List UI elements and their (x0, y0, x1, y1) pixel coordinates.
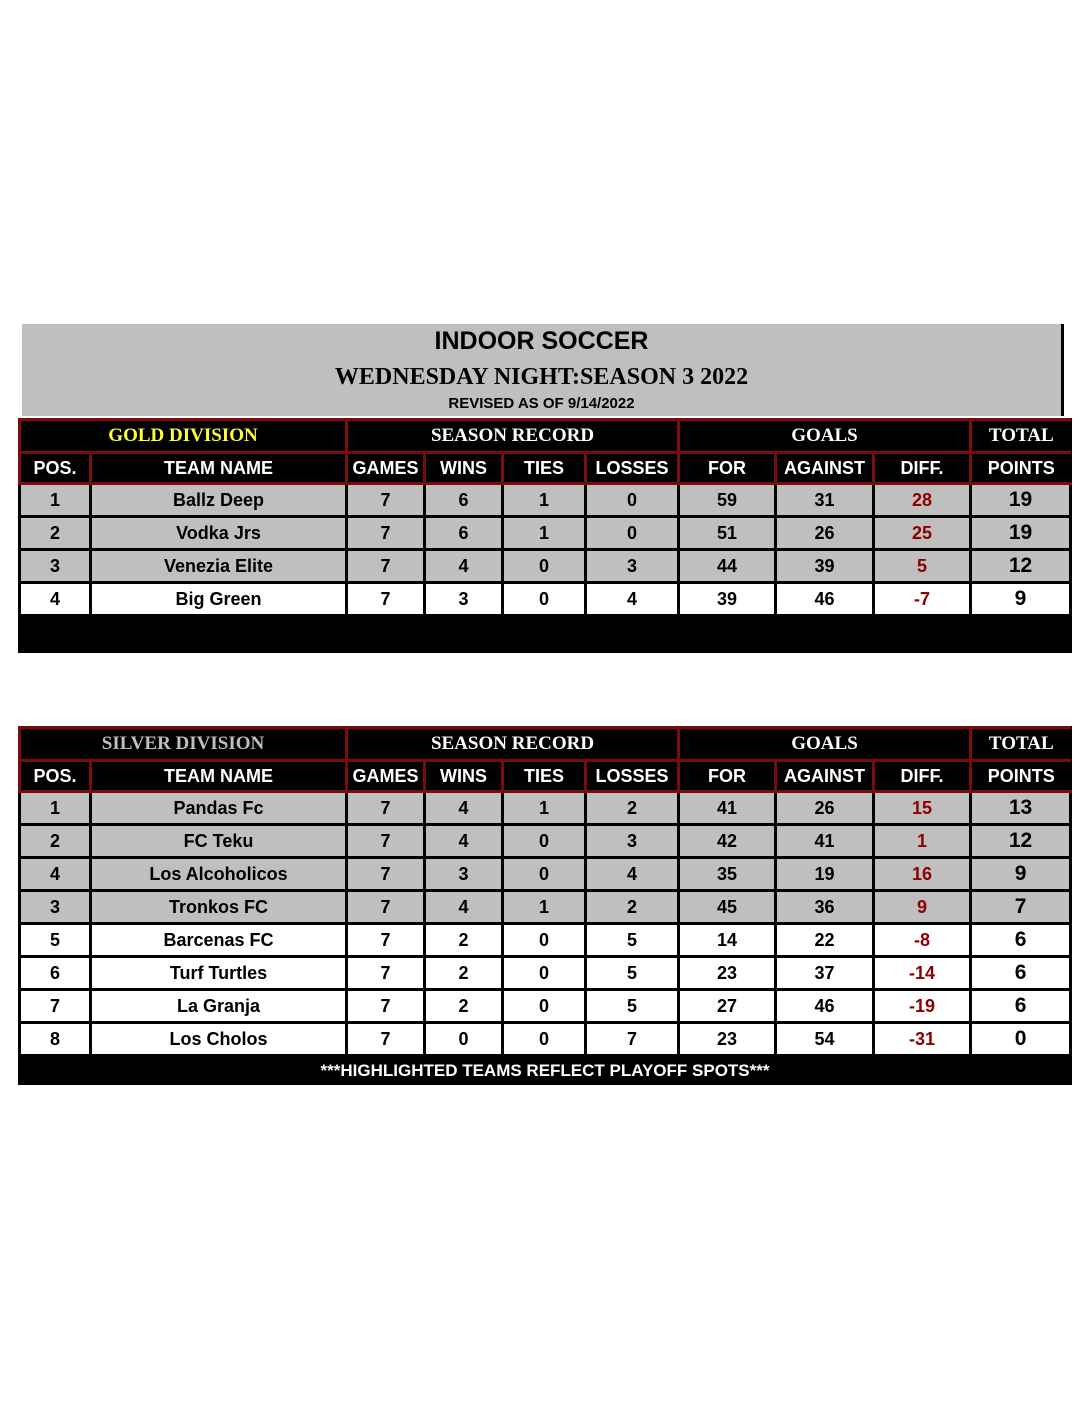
cell-losses: 5 (586, 957, 679, 990)
cell-points: 6 (971, 957, 1071, 990)
cell-wins: 6 (425, 517, 503, 550)
table-row (20, 957, 1071, 990)
col-pos: POS. (20, 453, 91, 484)
playoff-note: ***HIGHLIGHTED TEAMS REFLECT PLAYOFF SPOTS*** (20, 1056, 1071, 1086)
cell-games: 7 (347, 550, 425, 583)
playoff-note-bar (20, 1056, 1071, 1086)
cell-diff: 25 (874, 517, 971, 550)
table-row (20, 484, 1071, 517)
col-ties: TIES (503, 761, 586, 792)
col-for: FOR (679, 761, 776, 792)
cell-against: 37 (776, 957, 874, 990)
cell-points: 6 (971, 924, 1071, 957)
cell-against: 22 (776, 924, 874, 957)
cell-wins: 2 (425, 924, 503, 957)
division-title: SILVER DIVISION (20, 728, 347, 761)
goals-header: GOALS (679, 728, 971, 761)
cell-pos: 1 (20, 792, 91, 825)
cell-ties: 0 (503, 858, 586, 891)
cell-wins: 6 (425, 484, 503, 517)
cell-pos: 5 (20, 924, 91, 957)
cell-points: 6 (971, 990, 1071, 1023)
col-games: GAMES (347, 761, 425, 792)
cell-games: 7 (347, 990, 425, 1023)
total-header: TOTAL (971, 420, 1071, 453)
cell-against: 19 (776, 858, 874, 891)
cell-points: 7 (971, 891, 1071, 924)
gold-column-header (20, 453, 1071, 484)
cell-wins: 2 (425, 990, 503, 1023)
cell-diff: -7 (874, 583, 971, 616)
division-title: GOLD DIVISION (20, 420, 347, 453)
table-row (20, 924, 1071, 957)
cell-pos: 2 (20, 517, 91, 550)
cell-pos: 3 (20, 550, 91, 583)
cell-ties: 1 (503, 484, 586, 517)
cell-pos: 6 (20, 957, 91, 990)
cell-games: 7 (347, 858, 425, 891)
cell-diff: 15 (874, 792, 971, 825)
cell-games: 7 (347, 891, 425, 924)
goals-header: GOALS (679, 420, 971, 453)
cell-losses: 2 (586, 891, 679, 924)
cell-team: Tronkos FC (91, 891, 347, 924)
cell-points: 19 (971, 484, 1071, 517)
cell-diff: -31 (874, 1023, 971, 1056)
cell-diff: 28 (874, 484, 971, 517)
col-pos: POS. (20, 761, 91, 792)
cell-team: Los Alcoholicos (91, 858, 347, 891)
table-row (20, 583, 1071, 616)
col-losses: LOSSES (586, 453, 679, 484)
cell-points: 12 (971, 825, 1071, 858)
table-row (20, 990, 1071, 1023)
cell-diff: 1 (874, 825, 971, 858)
cell-points: 12 (971, 550, 1071, 583)
col-against: AGAINST (776, 761, 874, 792)
cell-pos: 3 (20, 891, 91, 924)
table-row (20, 1023, 1071, 1056)
cell-ties: 1 (503, 891, 586, 924)
cell-against: 46 (776, 990, 874, 1023)
cell-pos: 2 (20, 825, 91, 858)
cell-wins: 4 (425, 792, 503, 825)
cell-wins: 3 (425, 583, 503, 616)
table-row (20, 792, 1071, 825)
cell-team: FC Teku (91, 825, 347, 858)
cell-wins: 3 (425, 858, 503, 891)
silver-standings-table (18, 726, 1072, 1085)
col-team: TEAM NAME (91, 453, 347, 484)
cell-team: Venezia Elite (91, 550, 347, 583)
cell-losses: 3 (586, 825, 679, 858)
cell-team: Barcenas FC (91, 924, 347, 957)
cell-team: Vodka Jrs (91, 517, 347, 550)
cell-for: 35 (679, 858, 776, 891)
table-row (20, 550, 1071, 583)
cell-against: 36 (776, 891, 874, 924)
cell-against: 31 (776, 484, 874, 517)
silver-column-header (20, 761, 1071, 792)
season-record-header: SEASON RECORD (347, 728, 679, 761)
col-wins: WINS (425, 761, 503, 792)
cell-ties: 0 (503, 550, 586, 583)
col-diff: DIFF. (874, 761, 971, 792)
cell-games: 7 (347, 792, 425, 825)
cell-points: 13 (971, 792, 1071, 825)
cell-for: 51 (679, 517, 776, 550)
cell-for: 23 (679, 957, 776, 990)
cell-team: Los Cholos (91, 1023, 347, 1056)
cell-for: 39 (679, 583, 776, 616)
cell-games: 7 (347, 957, 425, 990)
cell-for: 42 (679, 825, 776, 858)
table-row (20, 517, 1071, 550)
cell-team: Ballz Deep (91, 484, 347, 517)
table-row (20, 825, 1071, 858)
cell-losses: 0 (586, 484, 679, 517)
season-record-header: SEASON RECORD (347, 420, 679, 453)
col-for: FOR (679, 453, 776, 484)
cell-against: 39 (776, 550, 874, 583)
cell-ties: 1 (503, 792, 586, 825)
cell-losses: 2 (586, 792, 679, 825)
table-row (20, 858, 1071, 891)
cell-team: La Granja (91, 990, 347, 1023)
col-points: POINTS (971, 761, 1071, 792)
cell-games: 7 (347, 924, 425, 957)
col-wins: WINS (425, 453, 503, 484)
cell-diff: 16 (874, 858, 971, 891)
cell-against: 41 (776, 825, 874, 858)
cell-for: 59 (679, 484, 776, 517)
cell-ties: 0 (503, 825, 586, 858)
cell-points: 19 (971, 517, 1071, 550)
cell-diff: -19 (874, 990, 971, 1023)
cell-losses: 3 (586, 550, 679, 583)
cell-games: 7 (347, 583, 425, 616)
cell-for: 23 (679, 1023, 776, 1056)
cell-diff: 9 (874, 891, 971, 924)
cell-against: 54 (776, 1023, 874, 1056)
cell-ties: 1 (503, 517, 586, 550)
cell-against: 46 (776, 583, 874, 616)
cell-points: 0 (971, 1023, 1071, 1056)
cell-for: 44 (679, 550, 776, 583)
cell-pos: 4 (20, 583, 91, 616)
cell-games: 7 (347, 1023, 425, 1056)
col-diff: DIFF. (874, 453, 971, 484)
cell-ties: 0 (503, 1023, 586, 1056)
cell-wins: 4 (425, 825, 503, 858)
col-losses: LOSSES (586, 761, 679, 792)
cell-wins: 2 (425, 957, 503, 990)
col-points: POINTS (971, 453, 1071, 484)
cell-diff: -14 (874, 957, 971, 990)
cell-team: Pandas Fc (91, 792, 347, 825)
gold-table-bottom-bar (20, 616, 1071, 654)
cell-ties: 0 (503, 924, 586, 957)
cell-losses: 7 (586, 1023, 679, 1056)
cell-against: 26 (776, 792, 874, 825)
cell-for: 41 (679, 792, 776, 825)
cell-losses: 5 (586, 924, 679, 957)
cell-ties: 0 (503, 957, 586, 990)
page-title: INDOOR SOCCER (434, 327, 649, 355)
cell-pos: 1 (20, 484, 91, 517)
col-team: TEAM NAME (91, 761, 347, 792)
cell-games: 7 (347, 825, 425, 858)
revised-date: REVISED AS OF 9/14/2022 (448, 395, 635, 412)
cell-wins: 0 (425, 1023, 503, 1056)
gold-group-header (20, 420, 1071, 453)
cell-losses: 4 (586, 858, 679, 891)
cell-diff: 5 (874, 550, 971, 583)
cell-pos: 4 (20, 858, 91, 891)
silver-group-header (20, 728, 1071, 761)
cell-team: Turf Turtles (91, 957, 347, 990)
cell-wins: 4 (425, 550, 503, 583)
total-header: TOTAL (971, 728, 1071, 761)
cell-against: 26 (776, 517, 874, 550)
col-against: AGAINST (776, 453, 874, 484)
cell-losses: 5 (586, 990, 679, 1023)
cell-team: Big Green (91, 583, 347, 616)
cell-ties: 0 (503, 583, 586, 616)
page-subtitle: WEDNESDAY NIGHT:SEASON 3 2022 (334, 364, 749, 390)
cell-losses: 0 (586, 517, 679, 550)
cell-for: 27 (679, 990, 776, 1023)
table-row (20, 891, 1071, 924)
col-games: GAMES (347, 453, 425, 484)
gold-standings-table (18, 418, 1072, 653)
cell-ties: 0 (503, 990, 586, 1023)
cell-for: 14 (679, 924, 776, 957)
cell-pos: 8 (20, 1023, 91, 1056)
cell-wins: 4 (425, 891, 503, 924)
cell-points: 9 (971, 583, 1071, 616)
cell-diff: -8 (874, 924, 971, 957)
cell-for: 45 (679, 891, 776, 924)
cell-pos: 7 (20, 990, 91, 1023)
cell-games: 7 (347, 517, 425, 550)
col-ties: TIES (503, 453, 586, 484)
cell-losses: 4 (586, 583, 679, 616)
cell-points: 9 (971, 858, 1071, 891)
title-banner (22, 324, 1064, 416)
cell-games: 7 (347, 484, 425, 517)
